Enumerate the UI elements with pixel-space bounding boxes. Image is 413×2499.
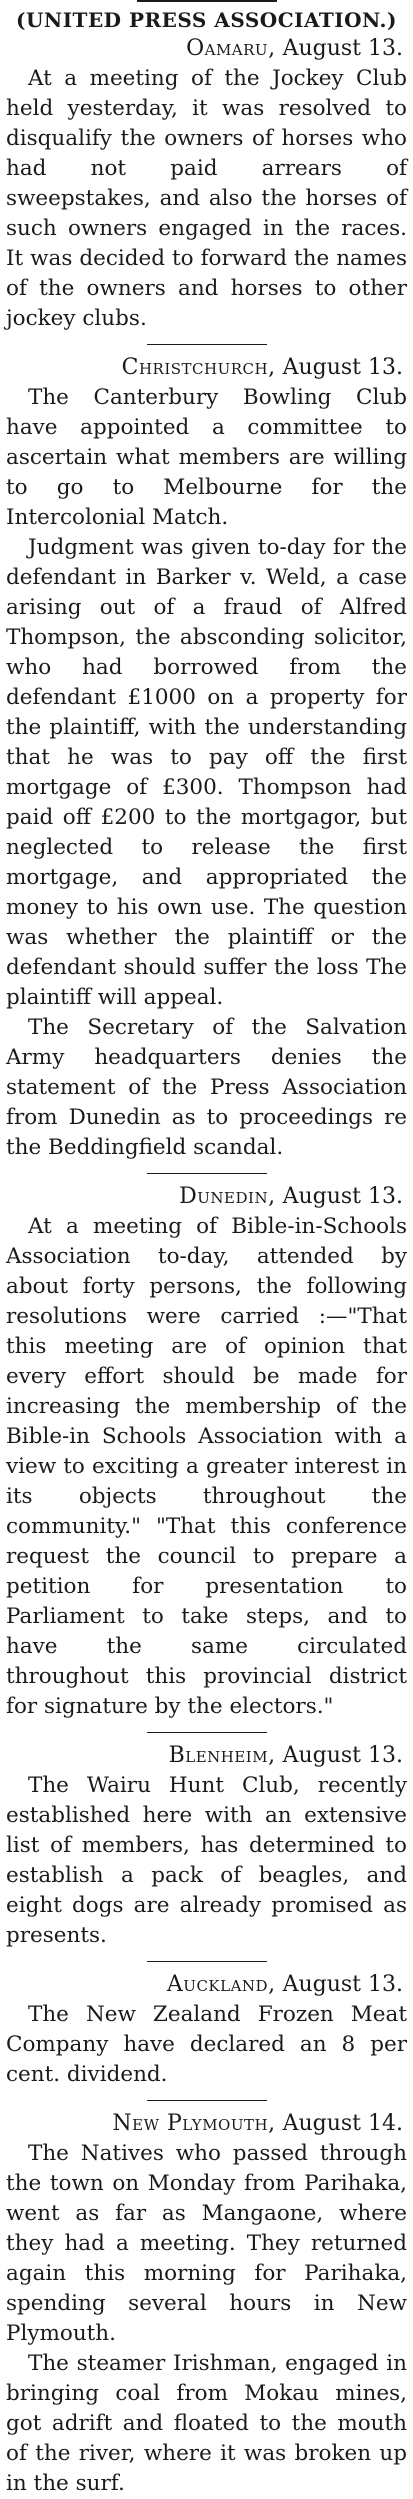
dateline-place: Auckland, xyxy=(166,1972,276,1997)
agency-header: (UNITED PRESS ASSOCIATION.) xyxy=(16,8,397,32)
dateline-date: August 13. xyxy=(282,355,403,380)
divider-rule xyxy=(147,344,267,345)
dateline xyxy=(6,353,407,383)
dateline-date: August 13. xyxy=(282,1743,403,1768)
dateline xyxy=(6,34,407,64)
story-new-plymouth xyxy=(6,2109,407,2499)
paragraph: At a meeting of the Jockey Club held yesterday, it was resolved to disqualify the owners of horses who had not paid arrears of sweepstakes, and also the horses of such owners engaged in the races. It was decided to forward the names of the owners and horses to other jockey clubs. xyxy=(6,66,407,331)
dateline-date: August 13. xyxy=(282,36,403,61)
dateline xyxy=(6,1970,407,2000)
story-dunedin xyxy=(6,1182,407,1722)
dateline xyxy=(6,1741,407,1771)
dateline xyxy=(6,2109,407,2139)
dateline-place: Oamaru, xyxy=(186,36,276,61)
dateline-place: Dunedin, xyxy=(179,1184,276,1209)
paragraph: The Wairu Hunt Club, recently established here with an extensive list of members, has determined to establish a pack of beagles, and eight dogs are already promised as presents. xyxy=(6,1773,407,1948)
dateline-date: August 13. xyxy=(282,1184,403,1209)
news-column xyxy=(6,0,407,2499)
dateline-place: New Plymouth, xyxy=(112,2111,276,2136)
story-christchurch xyxy=(6,353,407,1163)
dateline xyxy=(6,1182,407,1212)
divider-rule xyxy=(147,1732,267,1733)
dateline-place: Christchurch, xyxy=(121,355,276,380)
paragraph: At a meeting of Bible-in-Schools Association to-day, attended by about forty persons, the following resolutions were carried :—"That this meeting are of opinion that every effort should be made for increasing the membership of the Bible-in Schools Association with a view to exciting a greater interest in its objects throughout the community." "That this conference request the council to prepare a petition for presentation to Parliament to take steps, and to have the same circulated throughout this provincial district for signature by the electors." xyxy=(6,1214,407,1719)
dateline-date: August 14. xyxy=(282,2111,403,2136)
paragraph: Judgment was given to-day for the defendant in Barker v. Weld, a case arising out of a fraud of Alfred Thompson, the absconding solicitor, who had borrowed from the defendant £1000 on a property for the plaintiff, with the understanding that he was to pay off the first mortgage of £300. Thompson had paid off £200 to the mortgagor, but neglected to release the first mortgage, and appropriated the money to his own use. The question was whether the plaintiff or the defendant should suffer the loss The plaintiff will appeal. xyxy=(6,535,407,1010)
story-blenheim xyxy=(6,1741,407,1951)
divider-rule xyxy=(147,1961,267,1962)
paragraph: The Natives who passed through the town on Monday from Parihaka, went as far as Mangaone, where they had a meeting. They returned again this morning for Parihaka, spending several hours in New Plymouth. xyxy=(6,2141,407,2346)
story-oamaru xyxy=(6,34,407,334)
paragraph: The Canterbury Bowling Club have appointed a committee to ascertain what members are willing to go to Melbourne for the Intercolonial Match. xyxy=(6,385,407,530)
paragraph: The steamer Irishman, engaged in bringing coal from Mokau mines, got adrift and floated to the mouth of the river, where it was broken up in the surf. xyxy=(6,2351,407,2496)
divider-rule xyxy=(147,1173,267,1174)
dateline-place: Blenheim, xyxy=(168,1743,276,1768)
story-auckland xyxy=(6,1970,407,2090)
divider-rule xyxy=(147,2100,267,2101)
top-rule xyxy=(137,0,277,2)
paragraph: The Secretary of the Salvation Army headquarters denies the statement of the Press Association from Dunedin as to proceedings re the Beddingfield scandal. xyxy=(6,1015,407,1160)
paragraph: The New Zealand Frozen Meat Company have declared an 8 per cent. dividend. xyxy=(6,2002,407,2087)
dateline-date: August 13. xyxy=(282,1972,403,1997)
